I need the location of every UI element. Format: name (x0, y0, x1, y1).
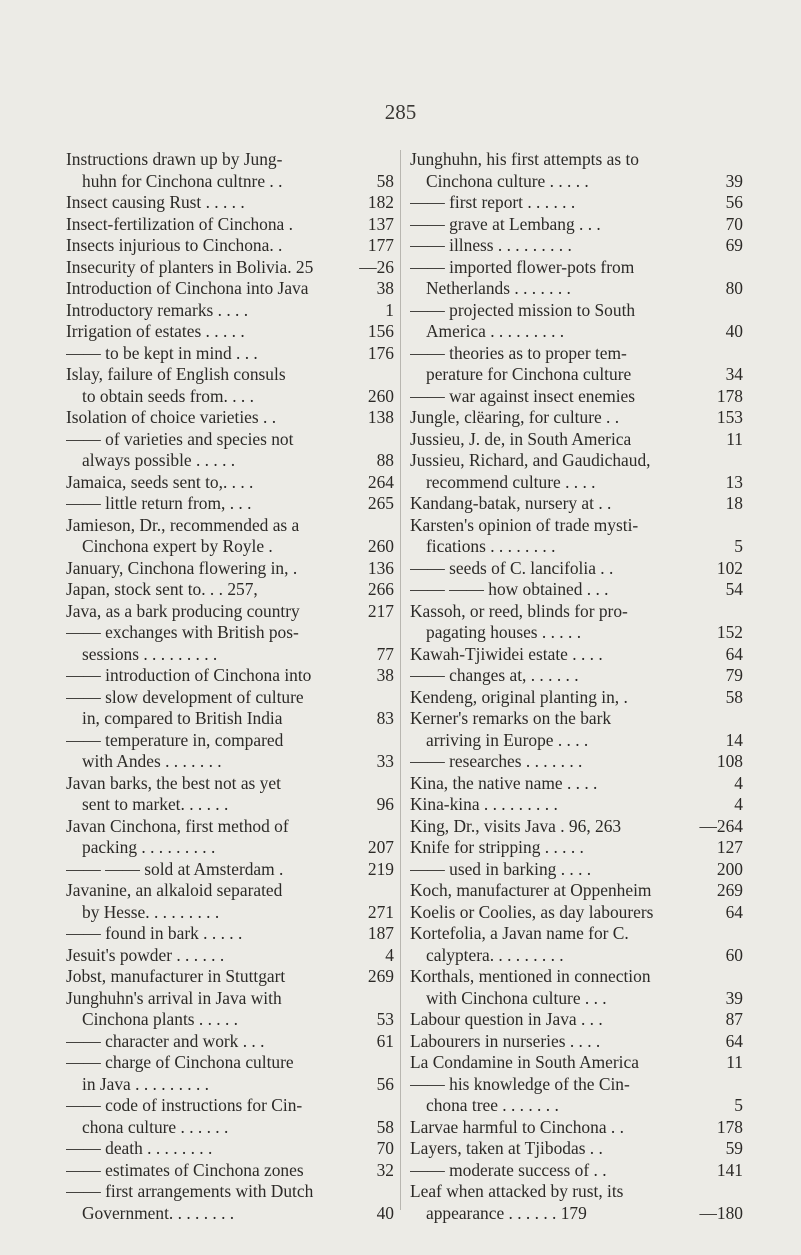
index-entry-text: Kassoh, or reed, blinds for pro- (410, 600, 628, 621)
index-entry-page: 271 (367, 901, 394, 922)
index-entry-text: Labour question in Java . . . (410, 1009, 603, 1029)
index-entry (66, 902, 394, 924)
index-entry-page: 11 (726, 428, 743, 449)
index-entry-page: 138 (367, 407, 394, 427)
index-entry-text: —— character and work . . . (66, 1030, 265, 1051)
index-entry-text: Kina, the native name . . . . (410, 772, 598, 793)
index-entry-text: Jussieu, J. de, in South America (410, 428, 632, 449)
index-entry-text: Jungle, clëaring, for culture . . (410, 407, 620, 427)
index-entry (410, 966, 743, 988)
index-entry (66, 988, 394, 1010)
index-entry-page: 96 (376, 794, 394, 814)
index-entry-text: —— seeds of C. lancifolia . . (410, 557, 614, 578)
index-entry (66, 343, 394, 365)
index-entry (410, 235, 743, 257)
index-entry (66, 773, 394, 795)
index-entry-page: 108 (716, 751, 743, 771)
index-entry-page: 69 (725, 235, 743, 255)
index-entry (66, 149, 394, 171)
index-entry (410, 1052, 743, 1074)
index-entry-page: 18 (725, 493, 743, 513)
index-entry-text: Isolation of choice varieties . . (66, 407, 277, 427)
index-entry-page: 14 (725, 729, 743, 750)
index-entry-text: —— estimates of Cinchona zones (66, 1159, 304, 1180)
index-entry-page: 40 (376, 1202, 394, 1223)
index-entry (66, 300, 394, 322)
index-entry-page: 127 (716, 837, 743, 857)
index-entry-text: huhn for Cinchona cultnre . . (82, 170, 283, 191)
index-entry-text: Kina-kina . . . . . . . . . (410, 794, 558, 814)
index-entry-page: 269 (367, 966, 394, 986)
index-entry-text: Javanine, an alkaloid separated (66, 880, 283, 900)
index-entry (66, 966, 394, 988)
index-entry (66, 1052, 394, 1074)
index-column-right (410, 149, 743, 1224)
index-entry (410, 1138, 743, 1160)
index-entry-text: sessions . . . . . . . . . (82, 643, 218, 664)
index-entry-page: 200 (716, 858, 743, 879)
index-entry-text: Jobst, manufacturer in Stuttgart (66, 966, 286, 986)
index-entry-text: fications . . . . . . . . (426, 536, 556, 556)
index-entry (66, 1160, 394, 1182)
index-entry (66, 321, 394, 343)
index-entry-page: 5 (734, 536, 743, 556)
index-entry-page: 39 (725, 987, 743, 1008)
index-entry-page: 33 (376, 751, 394, 771)
index-entry (66, 816, 394, 838)
index-entry-text: Insects injurious to Cinchona. . (66, 235, 283, 255)
index-entry (410, 472, 743, 494)
index-entry-page: 156 (367, 321, 394, 341)
index-entry-text: Labourers in nurseries . . . . (410, 1030, 601, 1051)
index-entry (66, 1031, 394, 1053)
index-entry-page: 102 (716, 557, 743, 578)
index-entry (410, 1031, 743, 1053)
index-entry-text: Kawah-Tjiwidei estate . . . . (410, 643, 603, 664)
index-entry (66, 235, 394, 257)
index-entry-text: Insecurity of planters in Bolivia. 25 (66, 256, 314, 277)
index-entry-text: —— slow development of culture (66, 686, 304, 707)
index-entry-page: 217 (367, 600, 394, 621)
index-entry-text: sent to market. . . . . . (82, 794, 229, 814)
index-entry (410, 558, 743, 580)
index-entry-text: chona culture . . . . . . (82, 1116, 229, 1137)
index-entry-page: 264 (367, 471, 394, 492)
index-entry-page: 11 (726, 1052, 743, 1072)
index-entry-text: Jamieson, Dr., recommended as a (66, 514, 300, 535)
index-entry-text: Introductory remarks . . . . (66, 299, 249, 320)
index-entry-page: 182 (367, 192, 394, 212)
index-entry (66, 945, 394, 967)
index-entry (66, 751, 394, 773)
index-entry-text: always possible . . . . . (82, 450, 236, 470)
index-entry-page: 4 (385, 944, 394, 965)
index-entry (410, 816, 743, 838)
index-entry (66, 472, 394, 494)
index-entry-text: with Andes . . . . . . . (82, 751, 222, 771)
index-entry-text: Layers, taken at Tjibodas . . (410, 1138, 603, 1158)
index-entry-page: 70 (725, 213, 743, 234)
index-entry (66, 536, 394, 558)
index-entry-text: Kerner's remarks on the bark (410, 708, 612, 728)
index-entry (410, 880, 743, 902)
index-entry (66, 665, 394, 687)
index-entry-page: 58 (376, 170, 394, 191)
index-entry-text: —— exchanges with British pos- (66, 622, 299, 642)
index-entry-page: 260 (367, 536, 394, 556)
index-entry-text: —— little return from, . . . (66, 493, 252, 513)
index-entry (66, 429, 394, 451)
index-entry-text: Government. . . . . . . . (82, 1202, 235, 1223)
index-entry-page: 207 (367, 837, 394, 857)
index-entry-page: 80 (725, 278, 743, 298)
index-entry-page: 4 (734, 794, 743, 814)
index-entry-text: in, compared to British India (82, 708, 283, 728)
index-entry-text: Islay, failure of English consuls (66, 364, 286, 384)
index-entry (410, 923, 743, 945)
index-column-left (66, 149, 394, 1224)
index-entry-text: packing . . . . . . . . . (82, 837, 216, 857)
index-entry (66, 837, 394, 859)
index-entry-page: 137 (367, 213, 394, 234)
index-entry-text: Instructions drawn up by Jung- (66, 149, 283, 169)
index-entry-page: 40 (725, 321, 743, 341)
index-entry-page: 54 (725, 579, 743, 599)
index-entry (66, 364, 394, 386)
index-entry-text: Introduction of Cinchona into Java (66, 278, 309, 298)
index-entry (66, 214, 394, 236)
index-entry (66, 644, 394, 666)
index-entry (410, 450, 743, 472)
index-entry (410, 622, 743, 644)
index-entry (66, 407, 394, 429)
index-entry-text: America . . . . . . . . . (426, 321, 565, 341)
index-entry-text: calyptera. . . . . . . . . (426, 944, 564, 965)
index-entry (410, 902, 743, 924)
index-entry (410, 644, 743, 666)
index-entry-page: 260 (367, 385, 394, 406)
index-entry-text: chona tree . . . . . . . (426, 1095, 559, 1115)
index-entry-text: —— changes at, . . . . . . (410, 665, 579, 685)
index-entry (66, 493, 394, 515)
page-number: 285 (384, 100, 417, 124)
index-entry-text: —— researches . . . . . . . (410, 751, 583, 771)
index-entry-page: 32 (376, 1159, 394, 1180)
index-entry-page: 87 (725, 1009, 743, 1029)
index-entry-page: 1 (385, 299, 394, 320)
index-entry-page: 178 (716, 385, 743, 406)
index-entry-text: Java, as a bark producing country (66, 600, 300, 621)
index-entry (410, 579, 743, 601)
index-entry-text: Junghuhn, his first attempts as to (410, 149, 639, 169)
index-entry-page: 58 (725, 686, 743, 707)
index-entry (410, 493, 743, 515)
index-entry-text: appearance . . . . . . 179 (426, 1202, 587, 1223)
index-entry (66, 880, 394, 902)
index-entry-page: 153 (716, 407, 743, 427)
index-entry (66, 601, 394, 623)
index-entry (410, 364, 743, 386)
index-entry (66, 923, 394, 945)
index-entry-page: 141 (716, 1159, 743, 1180)
index-entry (410, 429, 743, 451)
index-entry-text: Kortefolia, a Javan name for C. (410, 923, 629, 943)
column-divider (400, 150, 401, 1210)
index-entry-text: —— code of instructions for Cin- (66, 1095, 303, 1115)
index-entry-page: 269 (716, 880, 743, 900)
index-entry-page: 266 (367, 579, 394, 599)
index-entry (410, 278, 743, 300)
index-entry-text: perature for Cinchona culture (426, 364, 632, 384)
index-entry (410, 407, 743, 429)
index-entry-page: —180 (699, 1202, 743, 1223)
index-entry-page: 61 (376, 1030, 394, 1051)
index-entry-page: 136 (367, 557, 394, 578)
index-entry-text: Leaf when attacked by rust, its (410, 1181, 624, 1201)
index-entry-text: Insect causing Rust . . . . . (66, 192, 245, 212)
index-entry-text: Javan barks, the best not as yet (66, 772, 281, 793)
index-entry-text: Jesuit's powder . . . . . . (66, 944, 225, 965)
index-entry-text: Jussieu, Richard, and Gaudichaud, (410, 450, 651, 470)
index-entry-page: 88 (376, 450, 394, 470)
index-entry-page: 38 (376, 278, 394, 298)
index-entry (410, 665, 743, 687)
index-entry (66, 1074, 394, 1096)
index-entry-text: La Condamine in South America (410, 1052, 639, 1072)
index-entry-text: Netherlands . . . . . . . (426, 278, 571, 298)
index-entry (66, 622, 394, 644)
index-entry-text: —— first report . . . . . . (410, 192, 576, 212)
index-entry-page: 152 (716, 622, 743, 642)
index-entry (410, 859, 743, 881)
index-entry-page: 34 (725, 364, 743, 384)
index-entry-page: 77 (376, 643, 394, 664)
index-entry (66, 1117, 394, 1139)
index-entry-text: —— introduction of Cinchona into (66, 665, 312, 685)
index-entry-text: —— illness . . . . . . . . . (410, 235, 572, 255)
index-entry (66, 386, 394, 408)
index-entry-page: 39 (725, 170, 743, 191)
index-entry-page: 56 (376, 1073, 394, 1094)
index-entry (410, 687, 743, 709)
index-entry (66, 859, 394, 881)
index-entry-page: 178 (716, 1116, 743, 1137)
index-entry-page: 59 (725, 1138, 743, 1158)
index-entry-page: —26 (359, 256, 394, 277)
index-entry-page: 177 (367, 235, 394, 255)
index-entry (410, 1203, 743, 1225)
index-entry-text: —— —— sold at Amsterdam . (66, 858, 284, 879)
index-entry-text: Koelis or Coolies, as day labourers (410, 901, 654, 922)
index-entry-page: 176 (367, 342, 394, 363)
index-entry (410, 171, 743, 193)
index-entry-text: —— war against insect enemies (410, 385, 636, 406)
index-entry-page: —264 (699, 815, 743, 836)
index-entry-text: —— used in barking . . . . (410, 858, 592, 879)
index-entry-text: —— death . . . . . . . . (66, 1138, 213, 1158)
index-entry (410, 730, 743, 752)
index-entry (410, 192, 743, 214)
index-entry-text: —— to be kept in mind . . . (66, 342, 258, 363)
index-entry-text: Japan, stock sent to. . . 257, (66, 579, 258, 599)
index-entry-text: Korthals, mentioned in connection (410, 966, 651, 986)
index-entry (66, 1138, 394, 1160)
index-entry-text: —— theories as to proper tem- (410, 342, 627, 363)
index-entry-text: Larvae harmful to Cinchona . . (410, 1116, 624, 1137)
index-entry-page: 219 (367, 858, 394, 879)
index-entry-page: 5 (734, 1095, 743, 1115)
index-entry (410, 837, 743, 859)
index-entry (66, 1203, 394, 1225)
index-entry-text: Jamaica, seeds sent to,. . . . (66, 471, 254, 492)
index-entry-text: to obtain seeds from. . . . (82, 385, 254, 406)
index-entry-text: —— charge of Cinchona culture (66, 1052, 294, 1072)
index-entry (410, 321, 743, 343)
index-entry-page: 38 (376, 665, 394, 685)
index-entry-page: 64 (725, 901, 743, 922)
index-entry-page: 53 (376, 1009, 394, 1029)
index-entry (66, 579, 394, 601)
index-entry (410, 751, 743, 773)
index-entry (410, 343, 743, 365)
index-entry (410, 149, 743, 171)
index-entry-text: in Java . . . . . . . . . (82, 1073, 210, 1094)
index-entry (66, 708, 394, 730)
index-entry (410, 794, 743, 816)
index-entry-page: 187 (367, 923, 394, 943)
index-entry-text: Koch, manufacturer at Oppenheim (410, 880, 652, 900)
index-entry-text: Knife for stripping . . . . . (410, 837, 584, 857)
index-entry-page: 64 (725, 643, 743, 664)
index-entry (410, 257, 743, 279)
index-entry (66, 1181, 394, 1203)
index-entry-text: —— grave at Lembang . . . (410, 213, 601, 234)
index-entry-page: 79 (725, 665, 743, 685)
index-entry-text: Irrigation of estates . . . . . (66, 321, 245, 341)
index-entry-text: Karsten's opinion of trade mysti- (410, 514, 639, 535)
index-entry (410, 214, 743, 236)
index-entry-text: —— found in bark . . . . . (66, 923, 243, 943)
index-entry (66, 450, 394, 472)
index-entry-page: 60 (725, 944, 743, 965)
index-entry-text: —— —— how obtained . . . (410, 579, 609, 599)
index-entry (410, 1117, 743, 1139)
index-entry (66, 171, 394, 193)
index-entry (66, 1095, 394, 1117)
index-entry-text: by Hesse. . . . . . . . . (82, 901, 220, 922)
index-entry-text: —— temperature in, compared (66, 729, 284, 750)
index-entry (410, 536, 743, 558)
index-entry-text: Kandang-batak, nursery at . . (410, 493, 612, 513)
index-entry-text: Kendeng, original planting in, . (410, 686, 628, 707)
index-entry-page: 4 (734, 772, 743, 793)
index-entry (66, 192, 394, 214)
index-entry-text: —— first arrangements with Dutch (66, 1181, 314, 1201)
index-entry-text: Cinchona plants . . . . . (82, 1009, 239, 1029)
index-entry-text: —— moderate success of . . (410, 1159, 607, 1180)
index-entry (66, 515, 394, 537)
index-entry-text: Cinchona culture . . . . . (426, 170, 589, 191)
index-entry-text: —— his knowledge of the Cin- (410, 1073, 630, 1094)
index-entry (410, 1160, 743, 1182)
index-entry-text: King, Dr., visits Java . 96, 263 (410, 815, 622, 836)
index-entry-text: —— imported flower-pots from (410, 256, 635, 277)
index-entry (410, 945, 743, 967)
index-entry-page: 70 (376, 1138, 394, 1158)
index-entry (410, 773, 743, 795)
index-entry-page: 83 (376, 708, 394, 728)
index-entry-text: Insect-fertilization of Cinchona . (66, 213, 293, 234)
index-entry-text: January, Cinchona flowering in, . (66, 557, 298, 578)
index-entry (410, 1074, 743, 1096)
index-entry-page: 13 (725, 471, 743, 492)
index-entry (410, 601, 743, 623)
index-entry-text: Junghuhn's arrival in Java with (66, 987, 282, 1008)
index-entry (410, 515, 743, 537)
index-entry-text: —— projected mission to South (410, 299, 636, 320)
index-entry (410, 1095, 743, 1117)
index-entry (66, 278, 394, 300)
index-entry-page: 58 (376, 1116, 394, 1137)
index-entry-text: recommend culture . . . . (426, 471, 596, 492)
index-entry-page: 56 (725, 192, 743, 212)
index-entry (410, 386, 743, 408)
index-entry (66, 687, 394, 709)
index-entry-text: with Cinchona culture . . . (426, 987, 607, 1008)
index-entry (66, 794, 394, 816)
index-entry-page: 64 (725, 1030, 743, 1051)
index-entry (410, 1009, 743, 1031)
index-entry (66, 1009, 394, 1031)
index-entry (66, 257, 394, 279)
index-entry-text: —— of varieties and species not (66, 428, 294, 449)
index-entry-text: Cinchona expert by Royle . (82, 536, 273, 556)
index-entry (66, 558, 394, 580)
index-entry-page: 265 (367, 493, 394, 513)
index-entry (66, 730, 394, 752)
index-entry-text: pagating houses . . . . . (426, 622, 582, 642)
index-entry-text: arriving in Europe . . . . (426, 729, 589, 750)
index-entry-text: Javan Cinchona, first method of (66, 815, 289, 836)
index-entry (410, 1181, 743, 1203)
index-entry (410, 988, 743, 1010)
index-entry (410, 300, 743, 322)
index-entry (410, 708, 743, 730)
